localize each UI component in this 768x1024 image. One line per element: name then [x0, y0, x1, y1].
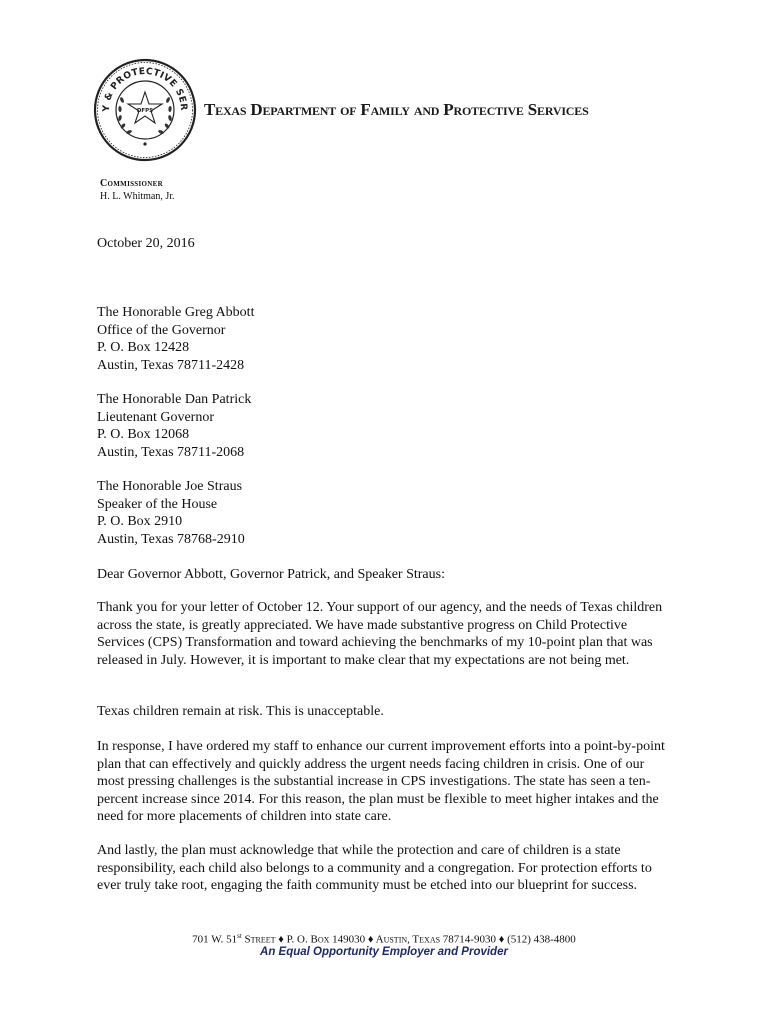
footer-street-suffix: st	[237, 932, 242, 940]
address-line: Lieutenant Governor	[97, 409, 215, 425]
address-line: The Honorable Dan Patrick	[97, 392, 252, 407]
address-line: P. O. Box 12428	[97, 340, 190, 355]
salutation: Dear Governor Abbott, Governor Patrick, and Speaker Straus:	[97, 567, 445, 582]
footer-tagline: An Equal Opportunity Employer and Provider	[260, 946, 508, 958]
seal-icon	[93, 58, 197, 162]
letter-date: October 20, 2016	[97, 236, 195, 251]
address-line: Austin, Texas 78711-2428	[97, 357, 245, 373]
footer-address	[0, 932, 768, 946]
agency-seal-logo	[93, 58, 197, 162]
footer-street-number: 701 W. 51	[192, 933, 238, 946]
address-line: The Honorable Joe Straus	[97, 479, 243, 494]
commissioner-title: Commissioner	[100, 178, 163, 189]
commissioner-name: H. L. Whitman, Jr.	[100, 191, 175, 202]
svg-text:FAMILY & PROTECTIVE SERVICES: Y & PROTECTIVE SER	[100, 65, 190, 112]
address-line: P. O. Box 12068	[97, 427, 190, 442]
address-line: The Honorable Greg Abbott	[97, 305, 255, 320]
paragraph-4: And lastly, the plan must acknowledge that while the protection and care of children is a state responsibility, each child also belongs to a community and a congregation. For protection efforts to ever truly take root, engaging the faith community must be etched into our blueprint for success.	[97, 843, 652, 893]
agency-name: Texas Department of Family and Protective Services	[204, 100, 589, 119]
paragraph-3: In response, I have ordered my staff to enhance our current improvement efforts into a point-by-point plan that can effectively and quickly address the urgent needs facing children in crisis. One of our most pressing challenges is the substantial increase in CPS investigations. The state has seen a ten-percent increase since 2014. For this reason, the plan must be flexible to meet higher intakes and the need for more placements of children into state care.	[97, 739, 665, 824]
paragraph-1: Thank you for your letter of October 12. Your support of our agency, and the needs of Texas children across the state, is greatly appreciated. We have made substantive progress on Child Protective Services (CPS) Transformation and toward achieving the benchmarks of my 10-point plan that was released in July. However, it is important to make clear that my expectations are not being met.	[97, 600, 663, 668]
recipient-address-1	[97, 304, 254, 374]
svg-text:DFPS: DFPS	[136, 108, 154, 114]
address-line: P. O. Box 2910	[97, 514, 183, 529]
footer-address-rest: Street ♦ P. O. Box 149030 ♦ Austin, Texas 78714-9030 ♦ (512) 438-4800	[241, 933, 576, 946]
commissioner-block	[100, 177, 175, 203]
recipient-address-3	[97, 478, 245, 548]
address-line: Office of the Governor	[97, 322, 226, 338]
recipient-address-2	[97, 391, 251, 461]
paragraph-2: Texas children remain at risk. This is unacceptable.	[97, 704, 384, 719]
address-line: Austin, Texas 78768-2910	[97, 531, 245, 547]
address-line: Austin, Texas 78711-2068	[97, 444, 245, 460]
address-line: Speaker of the House	[97, 496, 218, 512]
